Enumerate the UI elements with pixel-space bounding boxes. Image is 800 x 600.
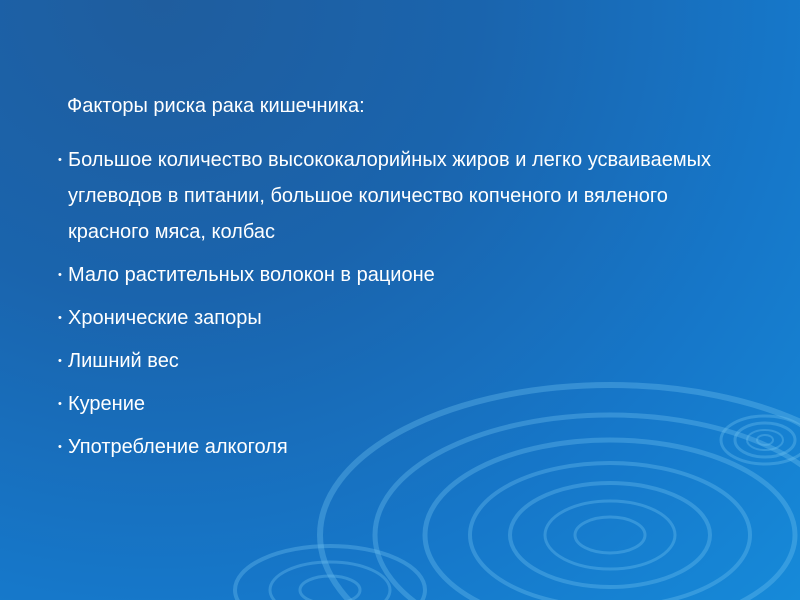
list-item: [58, 429, 738, 465]
list-item: [58, 300, 738, 336]
bullet-marker: •: [58, 269, 62, 281]
list-item: [58, 142, 738, 250]
bullet-marker: •: [58, 154, 62, 166]
list-item: [58, 386, 738, 422]
bullet-marker: •: [58, 398, 62, 410]
bullet-list: [58, 142, 738, 472]
list-item-text: Хронические запоры: [68, 307, 262, 329]
list-item-text: Мало растительных волокон в рационе: [68, 264, 435, 286]
list-item-text: Лишний вес: [68, 350, 179, 372]
bullet-marker: •: [58, 312, 62, 324]
list-item-text: Большое количество высококалорийных жиров и легко усваиваемых углеводов в питании, большое количество копченого и вяленого красного мяса, колбас: [68, 149, 711, 243]
bullet-marker: •: [58, 441, 62, 453]
list-item-text: Употребление алкоголя: [68, 436, 288, 458]
list-item: [58, 257, 738, 293]
slide-title: Факторы риска рака кишечника:: [67, 95, 365, 117]
list-item-text: Курение: [68, 393, 146, 415]
bullet-marker: •: [58, 355, 62, 367]
list-item: [58, 343, 738, 379]
